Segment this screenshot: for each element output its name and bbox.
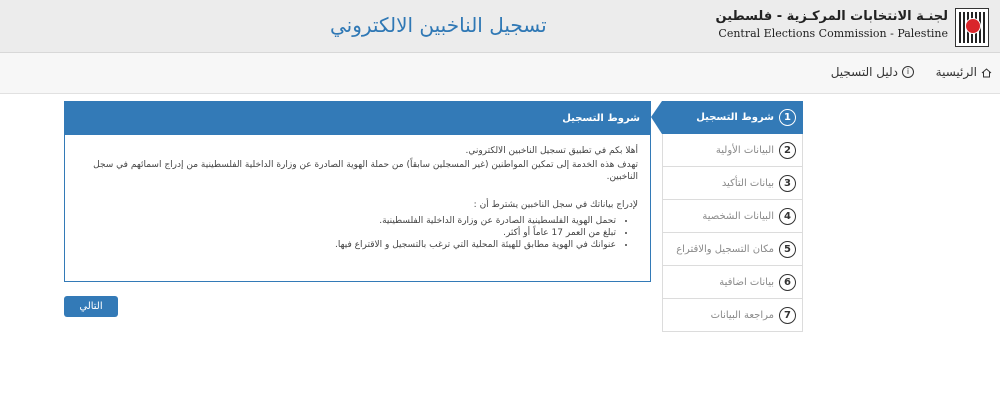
step-registration-terms[interactable] bbox=[662, 101, 803, 134]
step-label: مكان التسجيل والاقتراع bbox=[676, 243, 774, 255]
step-label: شروط التسجيل bbox=[696, 112, 774, 123]
nav-home-label: الرئيسية bbox=[935, 65, 977, 79]
org-name-english: Central Elections Commission - Palestine bbox=[718, 27, 948, 40]
step-review-data[interactable] bbox=[662, 299, 803, 332]
nav-guide-label: دليل التسجيل bbox=[830, 65, 898, 79]
steps-sidebar bbox=[662, 101, 803, 332]
step-initial-data[interactable] bbox=[662, 134, 803, 167]
condition-item: • تحمل الهوية الفلسطينية الصادرة عن وزارة الداخلية الفلسطينية. bbox=[77, 215, 616, 227]
terms-panel bbox=[64, 101, 651, 282]
commission-logo-icon[interactable] bbox=[955, 8, 989, 47]
step-personal-data[interactable] bbox=[662, 200, 803, 233]
step-number: 5 bbox=[779, 241, 796, 258]
header bbox=[0, 0, 1000, 53]
nav-guide-link[interactable] bbox=[831, 65, 914, 79]
step-label: البيانات الشخصية bbox=[702, 210, 774, 222]
welcome-text: أهلا بكم في تطبيق تسجيل الناخبين الالكتروني. bbox=[465, 146, 638, 156]
step-label: مراجعة البيانات bbox=[710, 309, 774, 321]
nav-home-link[interactable] bbox=[936, 65, 992, 79]
next-button[interactable]: التالي bbox=[64, 296, 118, 317]
step-label: البيانات الأولية bbox=[715, 144, 774, 156]
purpose-text: تهدف هذه الخدمة إلى تمكين المواطنين (غير المسجلين سابقاً) من حملة الهوية الصادرة عن وزارة الداخلية الفلسطينية من إدراج اسمائهم في سجل الناخبين. bbox=[93, 160, 638, 182]
step-number: 6 bbox=[779, 274, 796, 291]
step-number: 3 bbox=[779, 175, 796, 192]
conditions-list bbox=[77, 215, 638, 251]
navbar bbox=[0, 53, 1000, 94]
condition-item: • عنوانك في الهوية مطابق للهيئة المحلية التي ترغب بالتسجيل و الاقتراع فيها. bbox=[77, 239, 616, 251]
home-icon bbox=[981, 67, 992, 77]
info-icon: i bbox=[902, 66, 914, 78]
step-confirmation-data[interactable] bbox=[662, 167, 803, 200]
step-number: 4 bbox=[779, 208, 796, 225]
condition-item: • تبلغ من العمر 17 عاماً أو أكثر. bbox=[77, 227, 616, 239]
page-title: تسجيل الناخبين الالكتروني bbox=[330, 13, 547, 37]
step-additional-data[interactable] bbox=[662, 266, 803, 299]
active-step-pointer bbox=[651, 101, 662, 134]
step-number: 2 bbox=[779, 142, 796, 159]
conditions-intro: لإدراج بياناتك في سجل الناخبين يشترط أن : bbox=[473, 200, 638, 210]
panel-body bbox=[65, 135, 650, 251]
org-name-arabic: لجنـة الانتخابات المركـزية - فلسطين bbox=[715, 9, 948, 24]
panel-title: شروط التسجيل bbox=[65, 102, 650, 135]
step-number: 1 bbox=[779, 109, 796, 126]
step-label: بيانات التأكيد bbox=[721, 177, 774, 189]
step-number: 7 bbox=[779, 307, 796, 324]
step-label: بيانات اضافية bbox=[719, 276, 774, 288]
step-registration-place[interactable] bbox=[662, 233, 803, 266]
